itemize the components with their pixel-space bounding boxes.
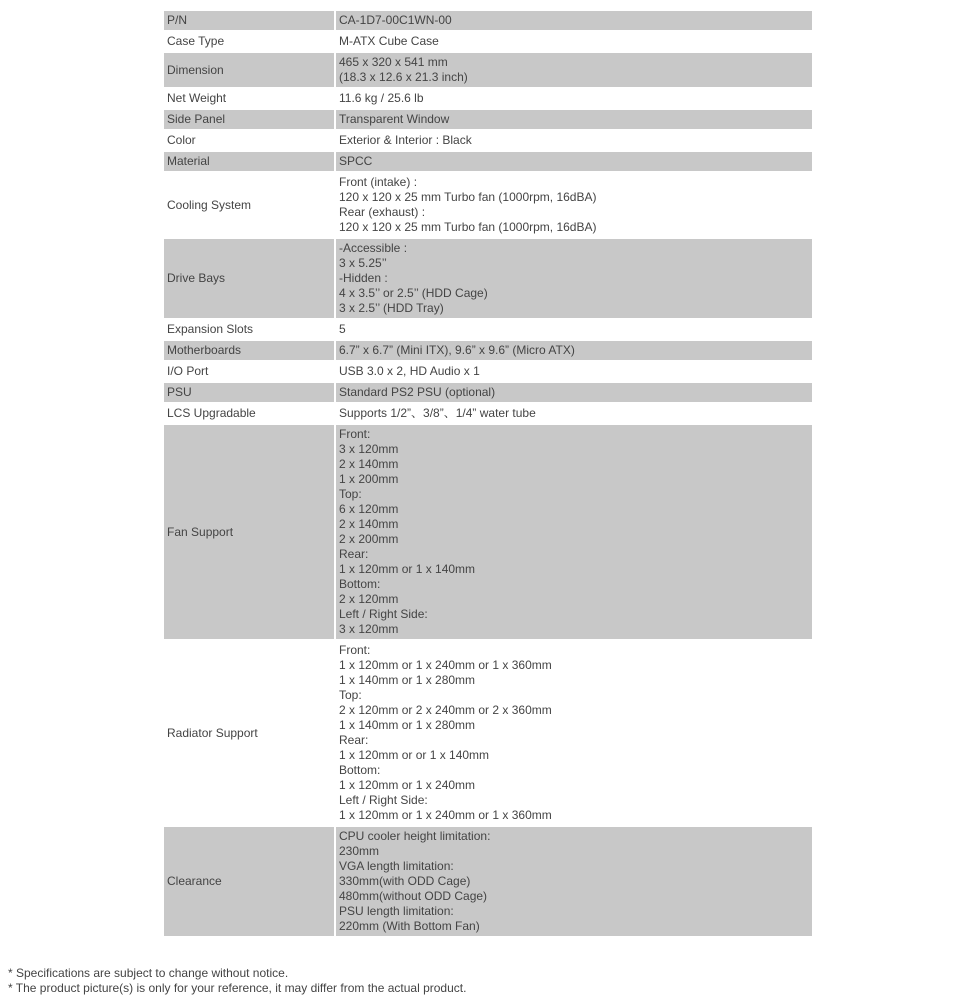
spec-value-line: 1 x 140mm or 1 x 280mm [339, 718, 476, 732]
spec-row-i-o-port [164, 361, 812, 382]
spec-value-line: 3 x 2.5’’ (HDD Tray) [339, 301, 444, 315]
spec-value-line: (18.3 x 12.6 x 21.3 inch) [339, 70, 468, 84]
spec-value-line: 1 x 120mm or 1 x 240mm or 1 x 360mm [339, 658, 552, 672]
spec-value-line: 1 x 140mm or 1 x 280mm [339, 673, 476, 687]
spec-value-line: 3 x 5.25’’ [339, 256, 387, 270]
spec-value-line: 3 x 120mm [339, 622, 399, 636]
spec-row-expansion-slots [164, 319, 812, 340]
spec-row-case-type [164, 31, 812, 52]
spec-value-line: 6 x 120mm [339, 502, 399, 516]
spec-value [335, 382, 812, 403]
spec-value-line: Standard PS2 PSU (optional) [339, 385, 496, 399]
spec-value-line: USB 3.0 x 2, HD Audio x 1 [339, 364, 480, 378]
spec-row-p-n [164, 11, 812, 31]
spec-value-line: Front: [339, 643, 371, 657]
spec-row-motherboards [164, 340, 812, 361]
spec-row-dimension [164, 52, 812, 88]
spec-value-line: 330mm(with ODD Cage) [339, 874, 471, 888]
spec-value-line: 465 x 320 x 541 mm [339, 55, 448, 69]
spec-value-line: 1 x 120mm or 1 x 240mm or 1 x 360mm [339, 808, 552, 822]
spec-value [335, 52, 812, 88]
spec-label: PSU [164, 382, 335, 403]
spec-label: Expansion Slots [164, 319, 335, 340]
spec-label: Dimension [164, 52, 335, 88]
footnotes [8, 966, 466, 996]
spec-value [335, 88, 812, 109]
spec-label: Side Panel [164, 109, 335, 130]
spec-value-line: 4 x 3.5’’ or 2.5’’ (HDD Cage) [339, 286, 488, 300]
spec-row-radiator-support [164, 640, 812, 826]
spec-value-line: M-ATX Cube Case [339, 34, 439, 48]
spec-row-side-panel [164, 109, 812, 130]
spec-value-line: 2 x 120mm or 2 x 240mm or 2 x 360mm [339, 703, 552, 717]
spec-value-line: 2 x 200mm [339, 532, 399, 546]
spec-value-line: Supports 1/2”、3/8”、1/4” water tube [339, 406, 536, 420]
spec-value-line: 2 x 140mm [339, 457, 399, 471]
spec-value-line: SPCC [339, 154, 373, 168]
spec-value [335, 130, 812, 151]
spec-value-line: 2 x 120mm [339, 592, 399, 606]
spec-value-line: Left / Right Side: [339, 793, 428, 807]
spec-value-line: -Hidden : [339, 271, 388, 285]
spec-value-line: 120 x 120 x 25 mm Turbo fan (1000rpm, 16dBA) [339, 190, 597, 204]
spec-value [335, 403, 812, 424]
footnote-change-notice: * Specifications are subject to change without notice. [8, 966, 289, 980]
spec-row-fan-support [164, 424, 812, 640]
spec-value-line: Bottom: [339, 763, 381, 777]
spec-value-line: 220mm (With Bottom Fan) [339, 919, 480, 933]
spec-value [335, 151, 812, 172]
spec-value-line: 480mm(without ODD Cage) [339, 889, 488, 903]
spec-row-material [164, 151, 812, 172]
spec-label: Color [164, 130, 335, 151]
spec-table-body [164, 11, 812, 937]
spec-value [335, 11, 812, 31]
spec-value [335, 109, 812, 130]
spec-value-line: Rear: [339, 733, 369, 747]
spec-value-line: Exterior & Interior : Black [339, 133, 472, 147]
spec-value [335, 826, 812, 937]
spec-row-net-weight [164, 88, 812, 109]
spec-value-line: Rear (exhaust) : [339, 205, 426, 219]
spec-value-line: Rear: [339, 547, 369, 561]
spec-value [335, 319, 812, 340]
spec-value-line: 5 [339, 322, 346, 336]
spec-value-line: Top: [339, 688, 362, 702]
spec-value [335, 361, 812, 382]
spec-value-line: 120 x 120 x 25 mm Turbo fan (1000rpm, 16dBA) [339, 220, 597, 234]
spec-table [164, 11, 812, 938]
spec-value-line: Bottom: [339, 577, 381, 591]
spec-value-line: 1 x 120mm or or 1 x 140mm [339, 748, 490, 762]
spec-label: Clearance [164, 826, 335, 937]
spec-value-line: 1 x 120mm or 1 x 140mm [339, 562, 476, 576]
spec-value [335, 340, 812, 361]
spec-value-line: 3 x 120mm [339, 442, 399, 456]
spec-label: Material [164, 151, 335, 172]
spec-row-clearance [164, 826, 812, 937]
spec-value-line: CPU cooler height limitation: [339, 829, 491, 843]
spec-row-lcs-upgradable [164, 403, 812, 424]
spec-value-line: Front: [339, 427, 371, 441]
spec-value [335, 31, 812, 52]
spec-label: LCS Upgradable [164, 403, 335, 424]
spec-row-drive-bays [164, 238, 812, 319]
spec-row-cooling-system [164, 172, 812, 238]
spec-value-line: 1 x 120mm or 1 x 240mm [339, 778, 476, 792]
spec-value-line: 230mm [339, 844, 380, 858]
spec-value-line: VGA length limitation: [339, 859, 454, 873]
spec-row-color [164, 130, 812, 151]
spec-value-line: 6.7” x 6.7” (Mini ITX), 9.6” x 9.6” (Micro ATX) [339, 343, 575, 357]
spec-value [335, 238, 812, 319]
spec-row-psu [164, 382, 812, 403]
spec-label: P/N [164, 11, 335, 31]
spec-label: Case Type [164, 31, 335, 52]
spec-value-line: Top: [339, 487, 362, 501]
spec-value-line: Front (intake) : [339, 175, 418, 189]
spec-label: Drive Bays [164, 238, 335, 319]
spec-value-line: 2 x 140mm [339, 517, 399, 531]
spec-value-line: Transparent Window [339, 112, 450, 126]
footnote-picture-reference: * The product picture(s) is only for your reference, it may differ from the actual product. [8, 981, 467, 995]
spec-value-line: Left / Right Side: [339, 607, 428, 621]
spec-label: Net Weight [164, 88, 335, 109]
spec-value [335, 640, 812, 826]
spec-value [335, 424, 812, 640]
spec-value-line: -Accessible : [339, 241, 408, 255]
spec-value-line: 1 x 200mm [339, 472, 399, 486]
spec-value [335, 172, 812, 238]
spec-label: Fan Support [164, 424, 335, 640]
spec-label: Cooling System [164, 172, 335, 238]
spec-label: Radiator Support [164, 640, 335, 826]
spec-value-line: CA-1D7-00C1WN-00 [339, 13, 452, 27]
spec-label: I/O Port [164, 361, 335, 382]
spec-label: Motherboards [164, 340, 335, 361]
spec-value-line: 11.6 kg / 25.6 lb [339, 91, 424, 105]
spec-value-line: PSU length limitation: [339, 904, 454, 918]
